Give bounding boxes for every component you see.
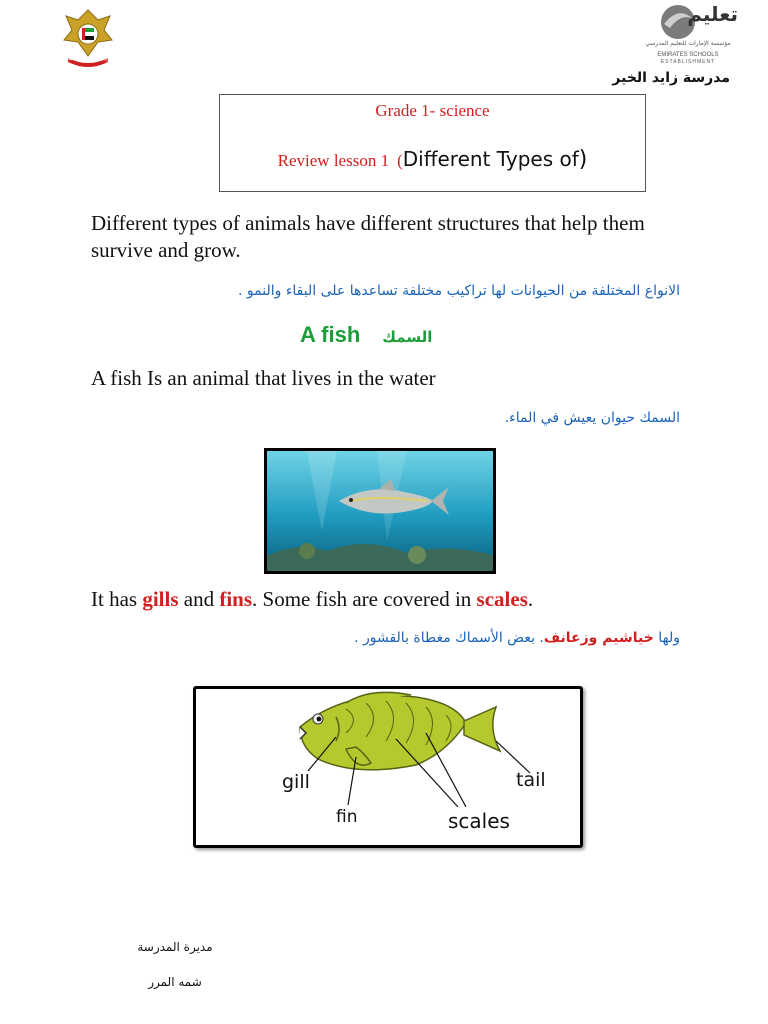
intro-english: Different types of animals have different structures that help them survive and grow.	[91, 211, 645, 262]
structures-and: and	[178, 587, 220, 611]
label-gill: gill	[282, 771, 310, 793]
lesson-topic: Different Types of	[402, 147, 579, 171]
fish-def-arabic: السمك حيوان يعيش في الماء.	[504, 410, 680, 426]
structures-arabic	[300, 630, 680, 646]
lesson-paren-close: )	[578, 147, 588, 172]
section-title-ar: السمك	[382, 328, 433, 346]
esc-logo-english-1: EMIRATES SCHOOLS	[657, 52, 719, 58]
esc-logo-english-2: ESTABLISHMENT	[660, 59, 716, 65]
intro-arabic: الانواع المختلفة من الحيوانات لها تراكيب مختلفة تساعدها على البقاء والنمو .	[238, 283, 680, 299]
title-box	[219, 94, 646, 192]
structures-end: .	[527, 587, 534, 611]
underwater-fish-image	[267, 451, 493, 571]
section-title	[300, 322, 500, 348]
structures-ar-start: ولها	[653, 630, 680, 646]
esc-logo	[632, 0, 742, 70]
label-tail: tail	[516, 769, 546, 791]
scales-word: scales	[476, 587, 528, 611]
label-scales: scales	[448, 809, 510, 833]
structures-ar-rest: . بعض الأسماك مغطاة بالقشور .	[354, 630, 544, 646]
label-fin: fin	[336, 807, 358, 827]
fish-diagram-drawing	[196, 689, 580, 845]
fins-word: fins	[219, 587, 253, 611]
lesson-prefix: Review lesson 1	[277, 151, 390, 170]
esc-logo-word: تعليم	[687, 2, 738, 26]
footer-role: مديرة المدرسة	[137, 940, 213, 954]
section-title-en: A fish	[300, 322, 361, 347]
fish-diagram	[193, 686, 583, 848]
structures-english	[91, 587, 711, 612]
grade-label: Grade 1- science	[375, 101, 490, 120]
ministry-caption: وزارة التربية والتعليم	[66, 56, 110, 62]
footer-name: شمه المرر	[148, 975, 202, 989]
fish-def-english: A fish Is an animal that lives in the water	[91, 366, 436, 390]
structures-ar-highlight: خياشيم وزعانف	[543, 630, 654, 646]
fish-photo	[264, 448, 496, 574]
uae-emblem-logo	[58, 4, 118, 70]
lesson-paren-open: (	[397, 151, 403, 170]
structures-mid: . Some fish are covered in	[252, 587, 477, 611]
structures-start: It has	[91, 587, 143, 611]
gills-word: gills	[142, 587, 179, 611]
esc-logo-arabic: مؤسسة الإمارات للتعليم المدرسي	[645, 40, 731, 47]
school-name: مدرسة زايد الخير	[612, 70, 730, 86]
lesson-line	[220, 147, 645, 172]
